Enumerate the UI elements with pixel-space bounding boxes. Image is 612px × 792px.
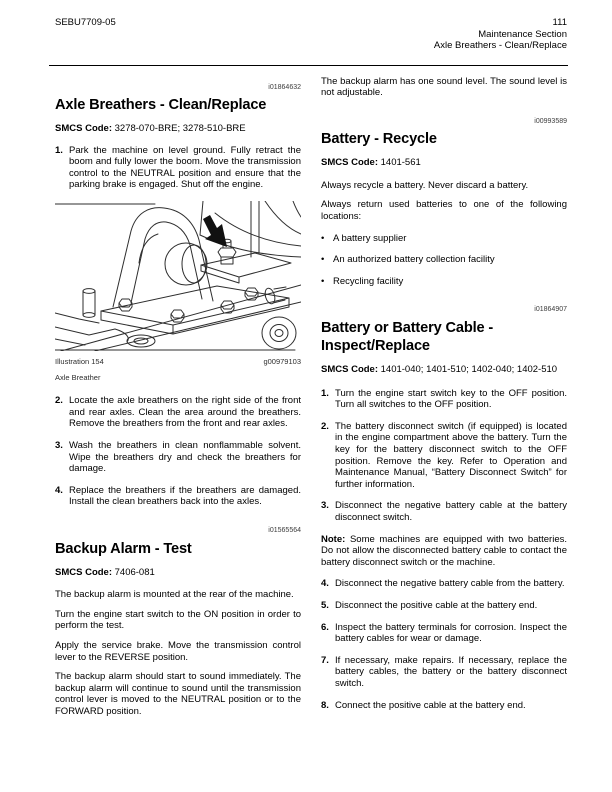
step-number: 1. bbox=[321, 387, 329, 399]
numbered-step bbox=[321, 421, 567, 491]
smcs-code-line bbox=[55, 123, 301, 135]
illustration-caption: Axle Breather bbox=[55, 372, 101, 382]
step-text: Disconnect the positive cable at the battery end. bbox=[335, 599, 538, 611]
bullet-icon: • bbox=[321, 232, 325, 244]
paragraph: Always return used batteries to one of the following locations: bbox=[321, 199, 567, 223]
numbered-step bbox=[321, 622, 567, 645]
bullet-item bbox=[321, 276, 567, 288]
two-column-layout bbox=[55, 76, 567, 718]
step-text: Connect the positive cable at the battery end. bbox=[335, 699, 526, 711]
article-ref-code: i01864907 bbox=[534, 306, 567, 314]
axle-breather-illustration bbox=[55, 201, 301, 351]
numbered-step bbox=[55, 395, 301, 430]
bullet-item bbox=[321, 233, 567, 245]
smcs-label: SMCS Code: bbox=[321, 364, 378, 376]
bullet-icon: • bbox=[321, 275, 325, 287]
step-text: Replace the breathers if the breathers are damaged. Install the clean breathers back into the axles. bbox=[69, 484, 301, 508]
numbered-step bbox=[321, 388, 567, 411]
step-text: Turn the engine start switch key to the OFF position. Turn all switches to the OFF position. bbox=[335, 387, 567, 411]
page-number: 111 bbox=[552, 17, 567, 28]
step-number: 2. bbox=[55, 395, 63, 407]
numbered-step bbox=[321, 700, 567, 712]
numbered-step bbox=[55, 485, 301, 508]
right-column bbox=[321, 76, 567, 718]
step-number: 7. bbox=[321, 654, 329, 666]
smcs-value: 3278-070-BRE; 3278-510-BRE bbox=[112, 123, 246, 135]
paragraph: The backup alarm has one sound level. The sound level is not adjustable. bbox=[321, 75, 567, 99]
smcs-value: 1401-040; 1401-510; 1402-040; 1402-510 bbox=[378, 364, 558, 376]
paragraph: The backup alarm should start to sound immediately. The backup alarm will continue to sound until the transmission control lever is moved to the NEUTRAL position or to the FORWARD position. bbox=[55, 671, 301, 717]
bullet-text: A battery supplier bbox=[333, 232, 407, 244]
article-title-battery-recycle: Battery - Recycle bbox=[321, 131, 437, 148]
paragraph: The backup alarm is mounted at the rear of the machine. bbox=[55, 589, 294, 601]
step-number: 5. bbox=[321, 599, 329, 611]
step-text: Park the machine on level ground. Fully retract the boom and fully lower the boom. Move the transmission control to the NEUTRAL position and ensure that the parking brake is engaged. Shut off the engine. bbox=[69, 144, 301, 191]
step-number: 3. bbox=[55, 440, 63, 452]
step-number: 3. bbox=[321, 500, 329, 512]
article-title-axle-breathers: Axle Breathers - Clean/Replace bbox=[55, 97, 267, 114]
numbered-step bbox=[55, 145, 301, 191]
bullet-icon: • bbox=[321, 254, 325, 266]
paragraph: Always recycle a battery. Never discard a battery. bbox=[321, 179, 529, 191]
step-text: Inspect the battery terminals for corrosion. Inspect the battery cables for wear or damage. bbox=[335, 621, 567, 645]
numbered-step bbox=[55, 440, 301, 475]
smcs-label: SMCS Code: bbox=[321, 157, 378, 169]
step-number: 8. bbox=[321, 699, 329, 711]
note-paragraph bbox=[321, 534, 567, 569]
smcs-code-line bbox=[321, 364, 567, 376]
smcs-label: SMCS Code: bbox=[55, 566, 112, 578]
header-subsection: Axle Breathers - Clean/Replace bbox=[433, 40, 567, 51]
article-title-backup-alarm: Backup Alarm - Test bbox=[55, 540, 192, 557]
step-text: Locate the axle breathers on the right side of the front and rear axles. Clean the area around the breathers. Remove the breathers from the front and rear axles. bbox=[69, 395, 301, 430]
illustration-ref-code: g00979103 bbox=[263, 357, 301, 367]
step-number: 1. bbox=[55, 144, 63, 156]
bullet-text: An authorized battery collection facility bbox=[333, 254, 495, 266]
header-rule bbox=[49, 65, 568, 66]
paragraph: Turn the engine start switch to the ON position in order to perform the test. bbox=[55, 608, 301, 632]
left-column bbox=[55, 76, 301, 718]
step-text: Disconnect the negative battery cable at the battery disconnect switch. bbox=[335, 500, 567, 523]
smcs-label: SMCS Code: bbox=[55, 123, 112, 135]
smcs-value: 1401-561 bbox=[378, 157, 421, 169]
numbered-step bbox=[321, 500, 567, 523]
page-header bbox=[55, 17, 567, 52]
step-number: 6. bbox=[321, 621, 329, 633]
smcs-code-line bbox=[321, 157, 567, 169]
step-text: The battery disconnect switch (if equipped) is located in the engine compartment above the battery. Turn the key for the battery disconnect switch to the OFF position. Remove the key. Refer to Operation and Maintenance Manual, “Battery Disconnect Switch” for further information. bbox=[335, 420, 567, 490]
article-ref-code: i01565564 bbox=[268, 527, 301, 534]
header-section: Maintenance Section bbox=[478, 28, 567, 40]
header-right-block bbox=[434, 17, 567, 52]
article-ref-code: i01864632 bbox=[268, 83, 301, 91]
smcs-value: 7406-081 bbox=[112, 566, 155, 578]
step-number: 4. bbox=[55, 484, 63, 496]
article-ref-code: i00993589 bbox=[534, 117, 567, 125]
illustration-label: Illustration 154 bbox=[55, 357, 104, 367]
step-text: If necessary, make repairs. If necessary, replace the battery cables, the battery or the battery disconnect switch. bbox=[335, 654, 567, 689]
doc-code: SEBU7709-05 bbox=[55, 17, 116, 28]
bullet-item bbox=[321, 254, 567, 266]
step-number: 2. bbox=[321, 420, 329, 432]
numbered-step bbox=[321, 578, 567, 590]
axle-breather-drawing bbox=[55, 201, 301, 351]
smcs-code-line bbox=[55, 567, 301, 579]
step-text: Wash the breathers in clean nonflammable solvent. Wipe the breathers dry and check the breathers for damage. bbox=[69, 440, 301, 475]
step-text: Disconnect the negative battery cable from the battery. bbox=[335, 578, 565, 590]
bullet-text: Recycling facility bbox=[333, 275, 404, 287]
numbered-step bbox=[321, 655, 567, 690]
numbered-step bbox=[321, 600, 567, 612]
note-label: Note: bbox=[321, 533, 346, 545]
article-title-battery-cable: Battery or Battery Cable - Inspect/Replace bbox=[321, 320, 494, 355]
illustration-caption-row bbox=[55, 356, 301, 368]
step-number: 4. bbox=[321, 578, 329, 590]
note-text: Some machines are equipped with two batteries. Do not allow the disconnected battery cable to contact the battery disconnect switch or the machine. bbox=[321, 533, 567, 568]
paragraph: Apply the service brake. Move the transmission control lever to the REVERSE position. bbox=[55, 639, 301, 663]
